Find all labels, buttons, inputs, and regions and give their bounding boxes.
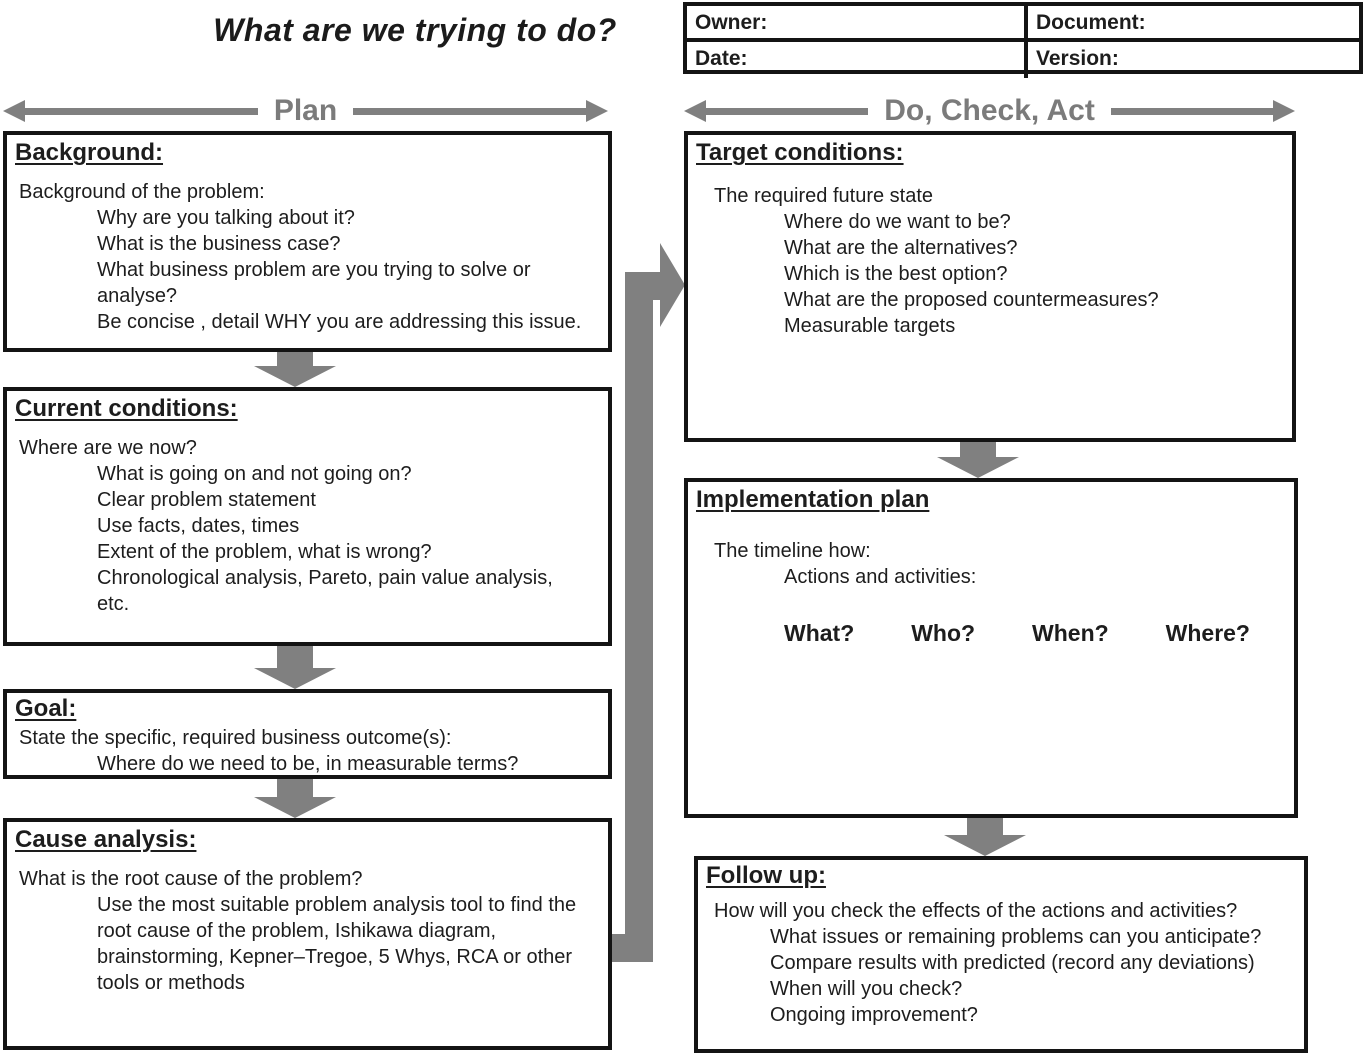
current-conditions-box xyxy=(3,387,612,646)
owner-label: Owner: xyxy=(695,11,768,34)
background-box xyxy=(3,131,612,352)
follow-up-heading: Follow up: xyxy=(706,862,826,889)
target-conditions-bullet: What are the alternatives? xyxy=(784,237,1018,259)
implementation-plan-bullet: Actions and activities: xyxy=(784,566,977,588)
arrow-target-to-implementation xyxy=(937,442,1019,478)
date-label: Date: xyxy=(695,47,748,70)
implementation-plan-intro: The timeline how: xyxy=(714,540,871,562)
dca-left-arrow xyxy=(706,108,868,115)
background-bullet: Why are you talking about it? xyxy=(97,207,355,229)
goal-intro: State the specific, required business outcome(s): xyxy=(19,727,452,749)
current-conditions-bullet: Chronological analysis, Pareto, pain value analysis, etc. xyxy=(97,567,553,615)
info-table xyxy=(683,2,1363,74)
target-conditions-bullet: Measurable targets xyxy=(784,315,956,337)
goal-box xyxy=(3,689,612,779)
arrow-goal-to-cause xyxy=(254,779,336,818)
implementation-column-who: Who? xyxy=(911,620,976,646)
date-cell xyxy=(687,42,1028,78)
background-heading: Background: xyxy=(15,139,164,166)
target-conditions-bullet: What are the proposed countermeasures? xyxy=(784,289,1159,311)
follow-up-bullet: Ongoing improvement? xyxy=(770,1004,978,1026)
cause-analysis-box xyxy=(3,818,612,1050)
cause-to-target-connector-arrow xyxy=(612,243,685,962)
cause-analysis-intro: What is the root cause of the problem? xyxy=(19,868,363,890)
target-conditions-bullet: Which is the best option? xyxy=(784,263,1008,285)
version-label: Version: xyxy=(1036,47,1119,70)
plan-section-header xyxy=(3,94,608,128)
implementation-column-when: When? xyxy=(1032,620,1109,646)
implementation-plan-columns xyxy=(784,620,1250,647)
target-conditions-heading: Target conditions: xyxy=(696,139,904,166)
cause-analysis-bullet: Use the most suitable problem analysis tool to find the root cause of the problem, Ishikawa diagram, brainstorming, Kepner–Tregoe, 5 Whys, RCA or other tools or methods xyxy=(97,894,577,994)
implementation-column-where: Where? xyxy=(1165,620,1250,646)
arrow-current-to-goal xyxy=(254,646,336,689)
plan-right-arrow xyxy=(353,108,586,115)
goal-heading: Goal: xyxy=(15,695,77,722)
current-conditions-bullet: What is going on and not going on? xyxy=(97,463,412,485)
follow-up-bullet: Compare results with predicted (record any deviations) xyxy=(770,952,1255,974)
dca-right-arrow xyxy=(1111,108,1273,115)
background-intro: Background of the problem: xyxy=(19,181,265,203)
cause-analysis-heading: Cause analysis: xyxy=(15,826,197,853)
current-conditions-intro: Where are we now? xyxy=(19,437,197,459)
plan-left-arrow xyxy=(25,108,258,115)
target-conditions-box xyxy=(684,131,1296,442)
do-check-act-label: Do, Check, Act xyxy=(884,94,1095,127)
page-title: What are we trying to do? xyxy=(213,12,617,48)
document-cell xyxy=(1028,6,1359,42)
target-conditions-bullet: Where do we want to be? xyxy=(784,211,1011,233)
background-bullet: What is the business case? xyxy=(97,233,341,255)
current-conditions-bullet: Extent of the problem, what is wrong? xyxy=(97,541,432,563)
arrow-implementation-to-followup xyxy=(944,818,1026,856)
plan-label: Plan xyxy=(273,94,338,127)
do-check-act-section-header xyxy=(684,94,1295,128)
current-conditions-bullet: Clear problem statement xyxy=(97,489,316,511)
current-conditions-heading: Current conditions: xyxy=(15,395,238,422)
follow-up-bullet: What issues or remaining problems can you anticipate? xyxy=(770,926,1262,948)
goal-bullet: Where do we need to be, in measurable terms? xyxy=(97,753,519,775)
version-cell xyxy=(1028,42,1359,78)
document-label: Document: xyxy=(1036,11,1146,34)
arrow-background-to-current xyxy=(254,352,336,387)
target-conditions-intro: The required future state xyxy=(714,185,934,207)
follow-up-bullet: When will you check? xyxy=(770,978,963,1000)
current-conditions-bullet: Use facts, dates, times xyxy=(97,515,300,537)
background-bullet: Be concise , detail WHY you are addressing this issue. xyxy=(97,311,582,333)
implementation-column-what: What? xyxy=(784,620,855,646)
implementation-plan-heading: Implementation plan xyxy=(696,486,930,513)
background-bullet: What business problem are you trying to solve or analyse? xyxy=(97,259,531,307)
owner-cell xyxy=(687,6,1028,42)
implementation-plan-box xyxy=(684,478,1298,818)
follow-up-box xyxy=(694,856,1308,1053)
follow-up-intro: How will you check the effects of the actions and activities? xyxy=(714,900,1238,922)
